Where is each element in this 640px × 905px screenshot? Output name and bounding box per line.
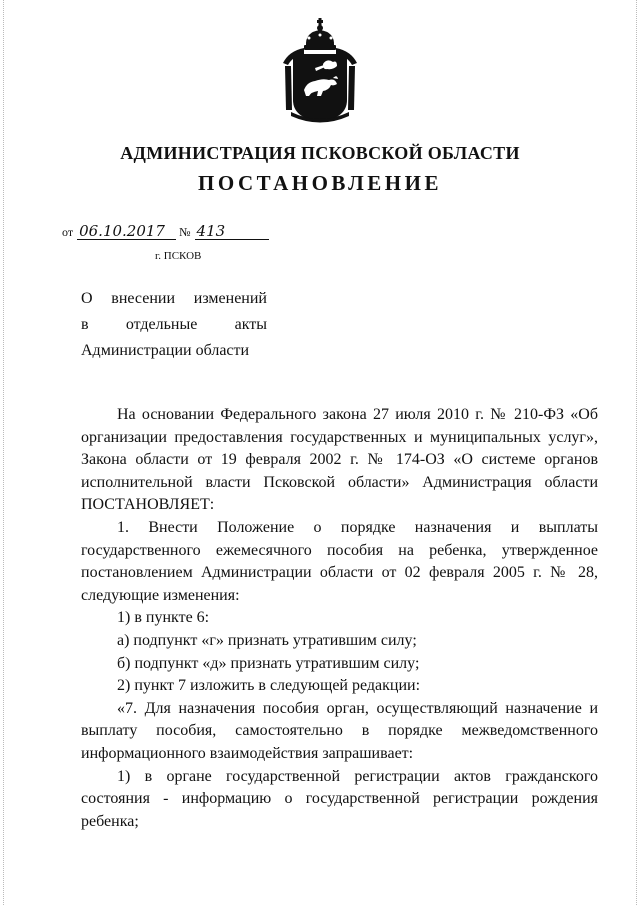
- handwritten-number: 413: [195, 223, 269, 240]
- paragraph-point-1: 1. Внести Положение о порядке назначения и выплаты государственного ежемесячного пособия на ребенка, утвержденное постановлением Администрации области от 02 февраля 2005 г. № 28, следующие изменения:: [81, 518, 598, 604]
- number-label: №: [179, 225, 191, 239]
- administration-heading: АДМИНИСТРАЦИЯ ПСКОВСКОЙ ОБЛАСТИ: [120, 143, 520, 163]
- handwritten-date: 06.10.2017: [77, 223, 176, 240]
- paragraph-preamble: На основании Федерального закона 27 июля 2010 г. № 210-ФЗ «Об организации предоставления государственных и муниципальных услуг», Закона области от 19 февраля 2002 г. № 174-ОЗ «О системе органов исполнительной власти Псковской области» Администрация области ПОСТАНОВЛЯЕТ:: [81, 406, 598, 514]
- paragraph-point-7: «7. Для назначения пособия орган, осуществляющий назначение и выплату пособия, самостоятельно в порядке межведомственного информационного взаимодействия запрашивает:: [81, 699, 598, 762]
- subject-line-1: О внесении изменений: [81, 290, 267, 307]
- paragraph-item-1: 1) в органе государственной регистрации актов гражданского состояния - информацию о государственной регистрации рождения ребенка;: [81, 767, 598, 830]
- scan-edge-left: [3, 0, 5, 905]
- subject-block: [81, 286, 267, 364]
- pskov-coat-of-arms-icon: [271, 18, 369, 123]
- document-body: [81, 404, 598, 833]
- paragraph-subpoint-1: 1) в пункте 6:: [117, 609, 210, 627]
- paragraph-subpoint-b: б) подпункт «д» признать утратившим силу;: [117, 654, 420, 672]
- date-label: от: [62, 225, 74, 239]
- paragraph-subpoint-a: а) подпункт «г» признать утратившим силу;: [117, 631, 417, 649]
- subject-line-3: Администрации области: [81, 342, 250, 359]
- subject-line-2: в отдельные акты: [81, 316, 267, 333]
- scan-edge-right: [636, 0, 638, 905]
- paragraph-subpoint-2: 2) пункт 7 изложить в следующей редакции:: [117, 677, 421, 695]
- document-type-title: ПОСТАНОВЛЕНИЕ: [198, 171, 442, 195]
- city-label: г. ПСКОВ: [155, 250, 202, 262]
- date-number-line: [62, 223, 269, 240]
